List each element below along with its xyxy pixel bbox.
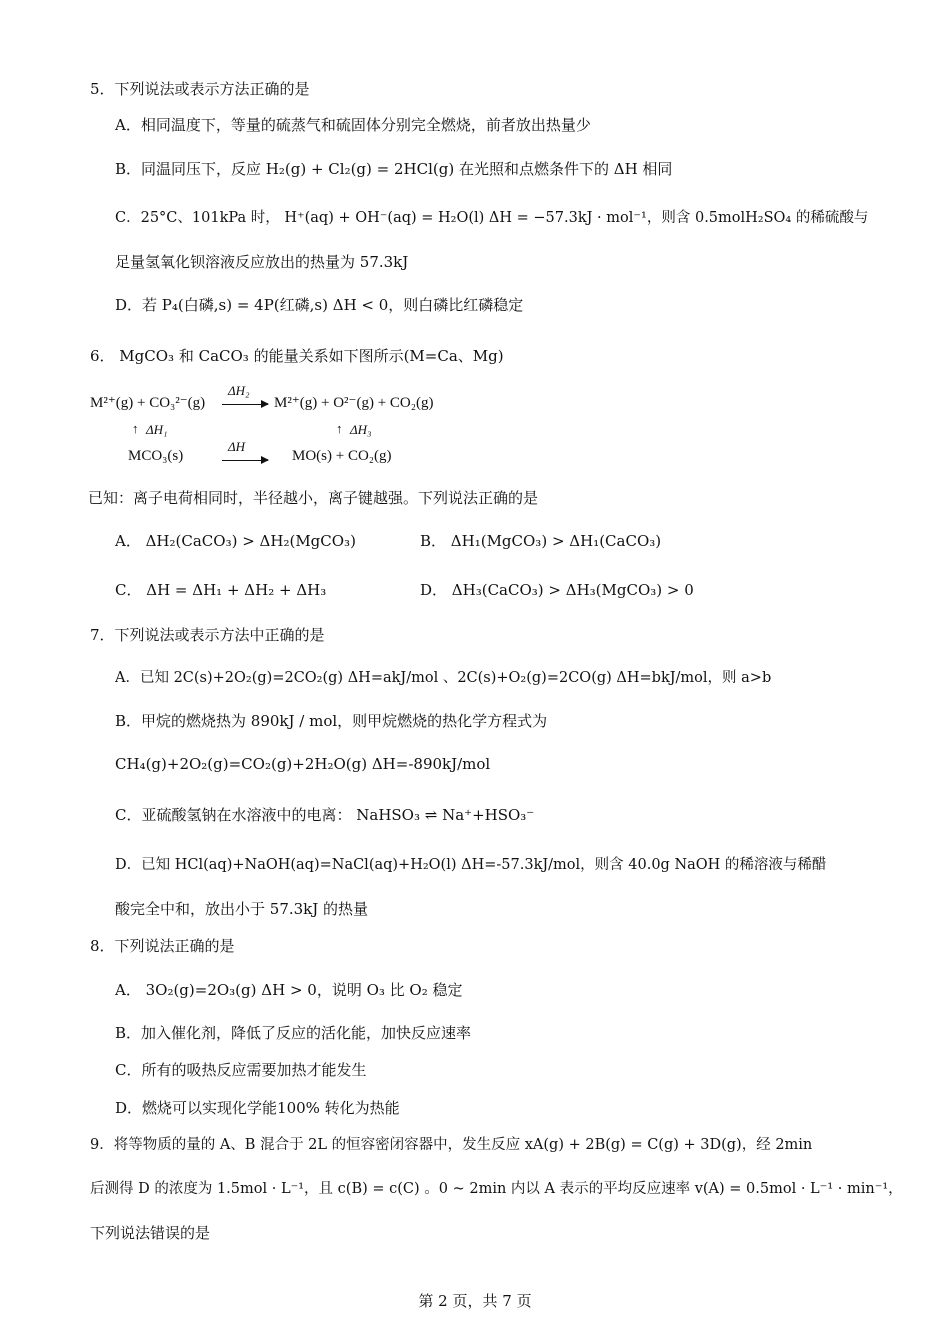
diagram-bottom-right: MO(s) + CO₂(g) [292,448,392,464]
q7-option-d-line1: D．已知 HCl(aq)+NaOH(aq)=NaCl(aq)+H₂O(l) ΔH=-57.3kJ/mol，则含 40.0g NaOH 的稀溶液与稀醋 [115,857,827,873]
q8-stem: 8．下列说法正确的是 [90,937,235,955]
q7-option-b-line2: CH₄(g)+2O₂(g)=CO₂(g)+2H₂O(g) ΔH=-890kJ/mol [115,755,491,773]
q6-option-b: B． ΔH₁(MgCO₃) > ΔH₁(CaCO₃) [420,532,662,550]
q7-option-c: C．亚硫酸氢钠在水溶液中的电离： NaHSO₃ ⇌ Na⁺+HSO₃⁻ [115,806,535,824]
q5-option-c-line1: C．25°C、101kPa 时， H⁺(aq) + OH⁻(aq) = H₂O(l) ΔH = −57.3kJ · mol⁻¹，则含 0.5molH₂SO₄ 的稀硫酸与 [115,210,869,226]
diagram-left-up-arrow: ↑ [132,421,139,436]
q9-stem-line2: 后测得 D 的浓度为 1.5mol · L⁻¹，且 c(B) = c(C) 。0 ~ 2min 内以 A 表示的平均反应速率 v(A) = 0.5mol · L⁻¹ · min⁻¹， [90,1181,903,1197]
diagram-top-right: M²⁺(g) + O²⁻(g) + CO₂(g) [274,395,434,411]
q5-option-a: A．相同温度下，等量的硫蒸气和硫固体分别完全燃烧，前者放出热量少 [115,116,591,134]
diagram-bottom-arrow-label: ΔH [228,439,246,454]
q6-stem: 6． MgCO₃ 和 CaCO₃ 的能量关系如下图所示(M=Ca、Mg) [90,347,504,365]
q8-option-b: B．加入催化剂，降低了反应的活化能，加快反应速率 [115,1024,472,1042]
q7-option-a: A．已知 2C(s)+2O₂(g)=2CO₂(g) ΔH=akJ/mol 、2C(s)+O₂(g)=2CO(g) ΔH=bkJ/mol，则 a>b [115,670,772,686]
q5-option-d: D．若 P₄(白磷,s) = 4P(红磷,s) ΔH < 0，则白磷比红磷稳定 [115,296,524,314]
q6-option-a: A． ΔH₂(CaCO₃) > ΔH₂(MgCO₃) [115,532,356,550]
page-footer: 第 2 页，共 7 页 [418,1292,532,1310]
q9-stem-line1: 9．将等物质的量的 A、B 混合于 2L 的恒容密闭容器中，发生反应 xA(g) + 2B(g) = C(g) + 3D(g)，经 2min [90,1137,813,1153]
q5-stem: 5．下列说法或表示方法正确的是 [90,80,310,98]
q5-option-b: B．同温同压下，反应 H₂(g) + Cl₂(g) = 2HCl(g) 在光照和点燃条件下的 ΔH 相同 [115,160,673,178]
q8-option-a: A． 3O₂(g)=2O₃(g) ΔH > 0，说明 O₃ 比 O₂ 稳定 [115,981,463,999]
q6-option-c: C． ΔH = ΔH₁ + ΔH₂ + ΔH₃ [115,581,327,599]
q6-known: 已知：离子电荷相同时，半径越小，离子键越强。下列说法正确的是 [88,489,539,507]
q7-stem: 7．下列说法或表示方法中正确的是 [90,626,325,644]
q7-option-b-line1: B．甲烷的燃烧热为 890kJ / mol，则甲烷燃烧的热化学方程式为 [115,712,548,730]
energy-cycle-diagram [88,383,488,470]
q5-option-c-line2: 足量氢氧化钡溶液反应放出的热量为 57.3kJ [115,253,409,271]
diagram-top-left: M²⁺(g) + CO₃²⁻(g) [90,395,206,411]
diagram-right-up-arrow: ↑ [336,421,343,436]
diagram-left-up-label: ΔH₁ [146,422,168,437]
diagram-top-arrow [222,404,268,405]
q8-option-d: D．燃烧可以实现化学能100% 转化为热能 [115,1099,400,1117]
diagram-bottom-left: MCO₃(s) [128,448,184,464]
q6-option-d: D． ΔH₃(CaCO₃) > ΔH₃(MgCO₃) > 0 [420,581,694,599]
q7-option-d-line2: 酸完全中和，放出小于 57.3kJ 的热量 [115,900,369,918]
diagram-top-arrow-label: ΔH₂ [228,383,250,398]
diagram-bottom-arrow [222,460,268,461]
q8-option-c: C．所有的吸热反应需要加热才能发生 [115,1061,367,1079]
diagram-right-up-label: ΔH₃ [350,422,372,437]
q9-stem-line3: 下列说法错误的是 [90,1224,211,1242]
